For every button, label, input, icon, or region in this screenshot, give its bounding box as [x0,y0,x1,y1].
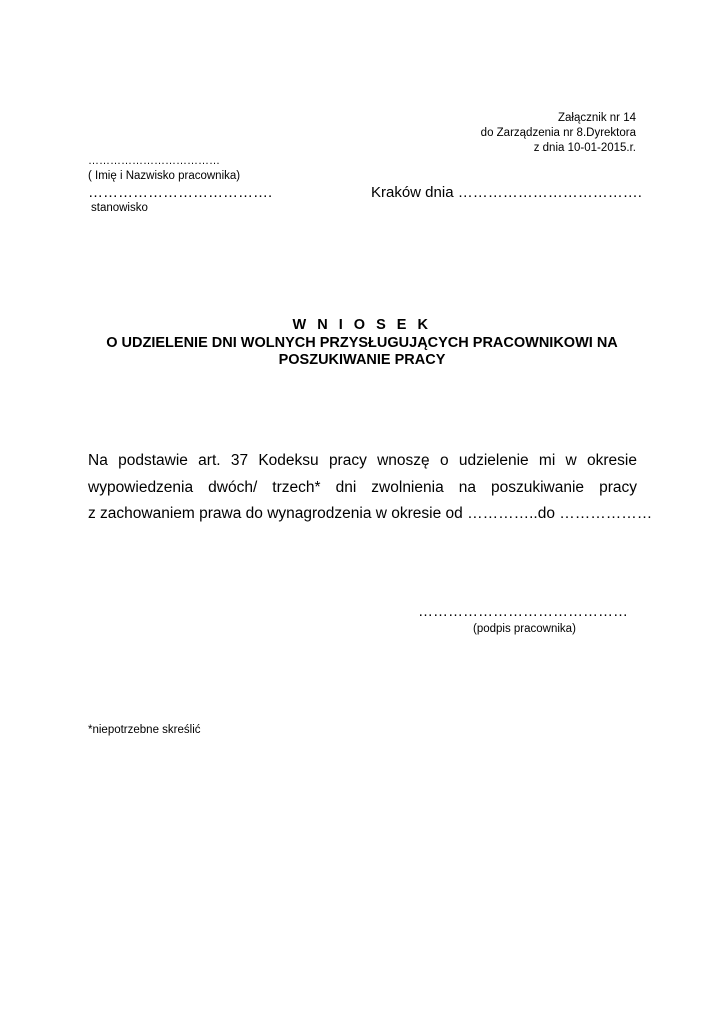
signature-field: …………………………………… [418,603,628,620]
annex-line-3: z dnia 10-01-2015.r. [533,142,636,154]
employee-name-field: ……………………………… [88,155,220,167]
employee-position-label: stanowisko [91,202,148,214]
document-title [0,317,724,370]
body-line-3: z zachowaniem prawa do wynagrodzenia w okresie od …………..do ……………… [88,505,653,522]
annex-reference [481,111,636,156]
body-line-1: Na podstawie art. 37 Kodeksu pracy wnoszę o udzielenie mi w okresie [88,452,637,469]
annex-line-1: Załącznik nr 14 [558,112,636,124]
employee-name-label: ( Imię i Nazwisko pracownika) [88,170,241,182]
place-date-field: Kraków dnia ………………………………. [371,184,642,201]
footnote: *niepotrzebne skreślić [88,724,201,736]
annex-line-2: do Zarządzenia nr 8.Dyrektora [480,127,636,139]
body-line-2: wypowiedzenia dwóch/ trzech* dni zwolnienia na poszukiwanie pracy [88,478,637,496]
employee-position-field: ………………………………. [88,184,273,201]
signature-label: (podpis pracownika) [473,623,576,635]
title-line-1: W N I O S E K [292,317,432,333]
title-line-2: O UDZIELENIE DNI WOLNYCH PRZYSŁUGUJĄCYCH PRACOWNIKOWI NA [106,334,618,351]
title-line-3: POSZUKIWANIE PRACY [278,352,446,368]
request-body [88,448,653,528]
